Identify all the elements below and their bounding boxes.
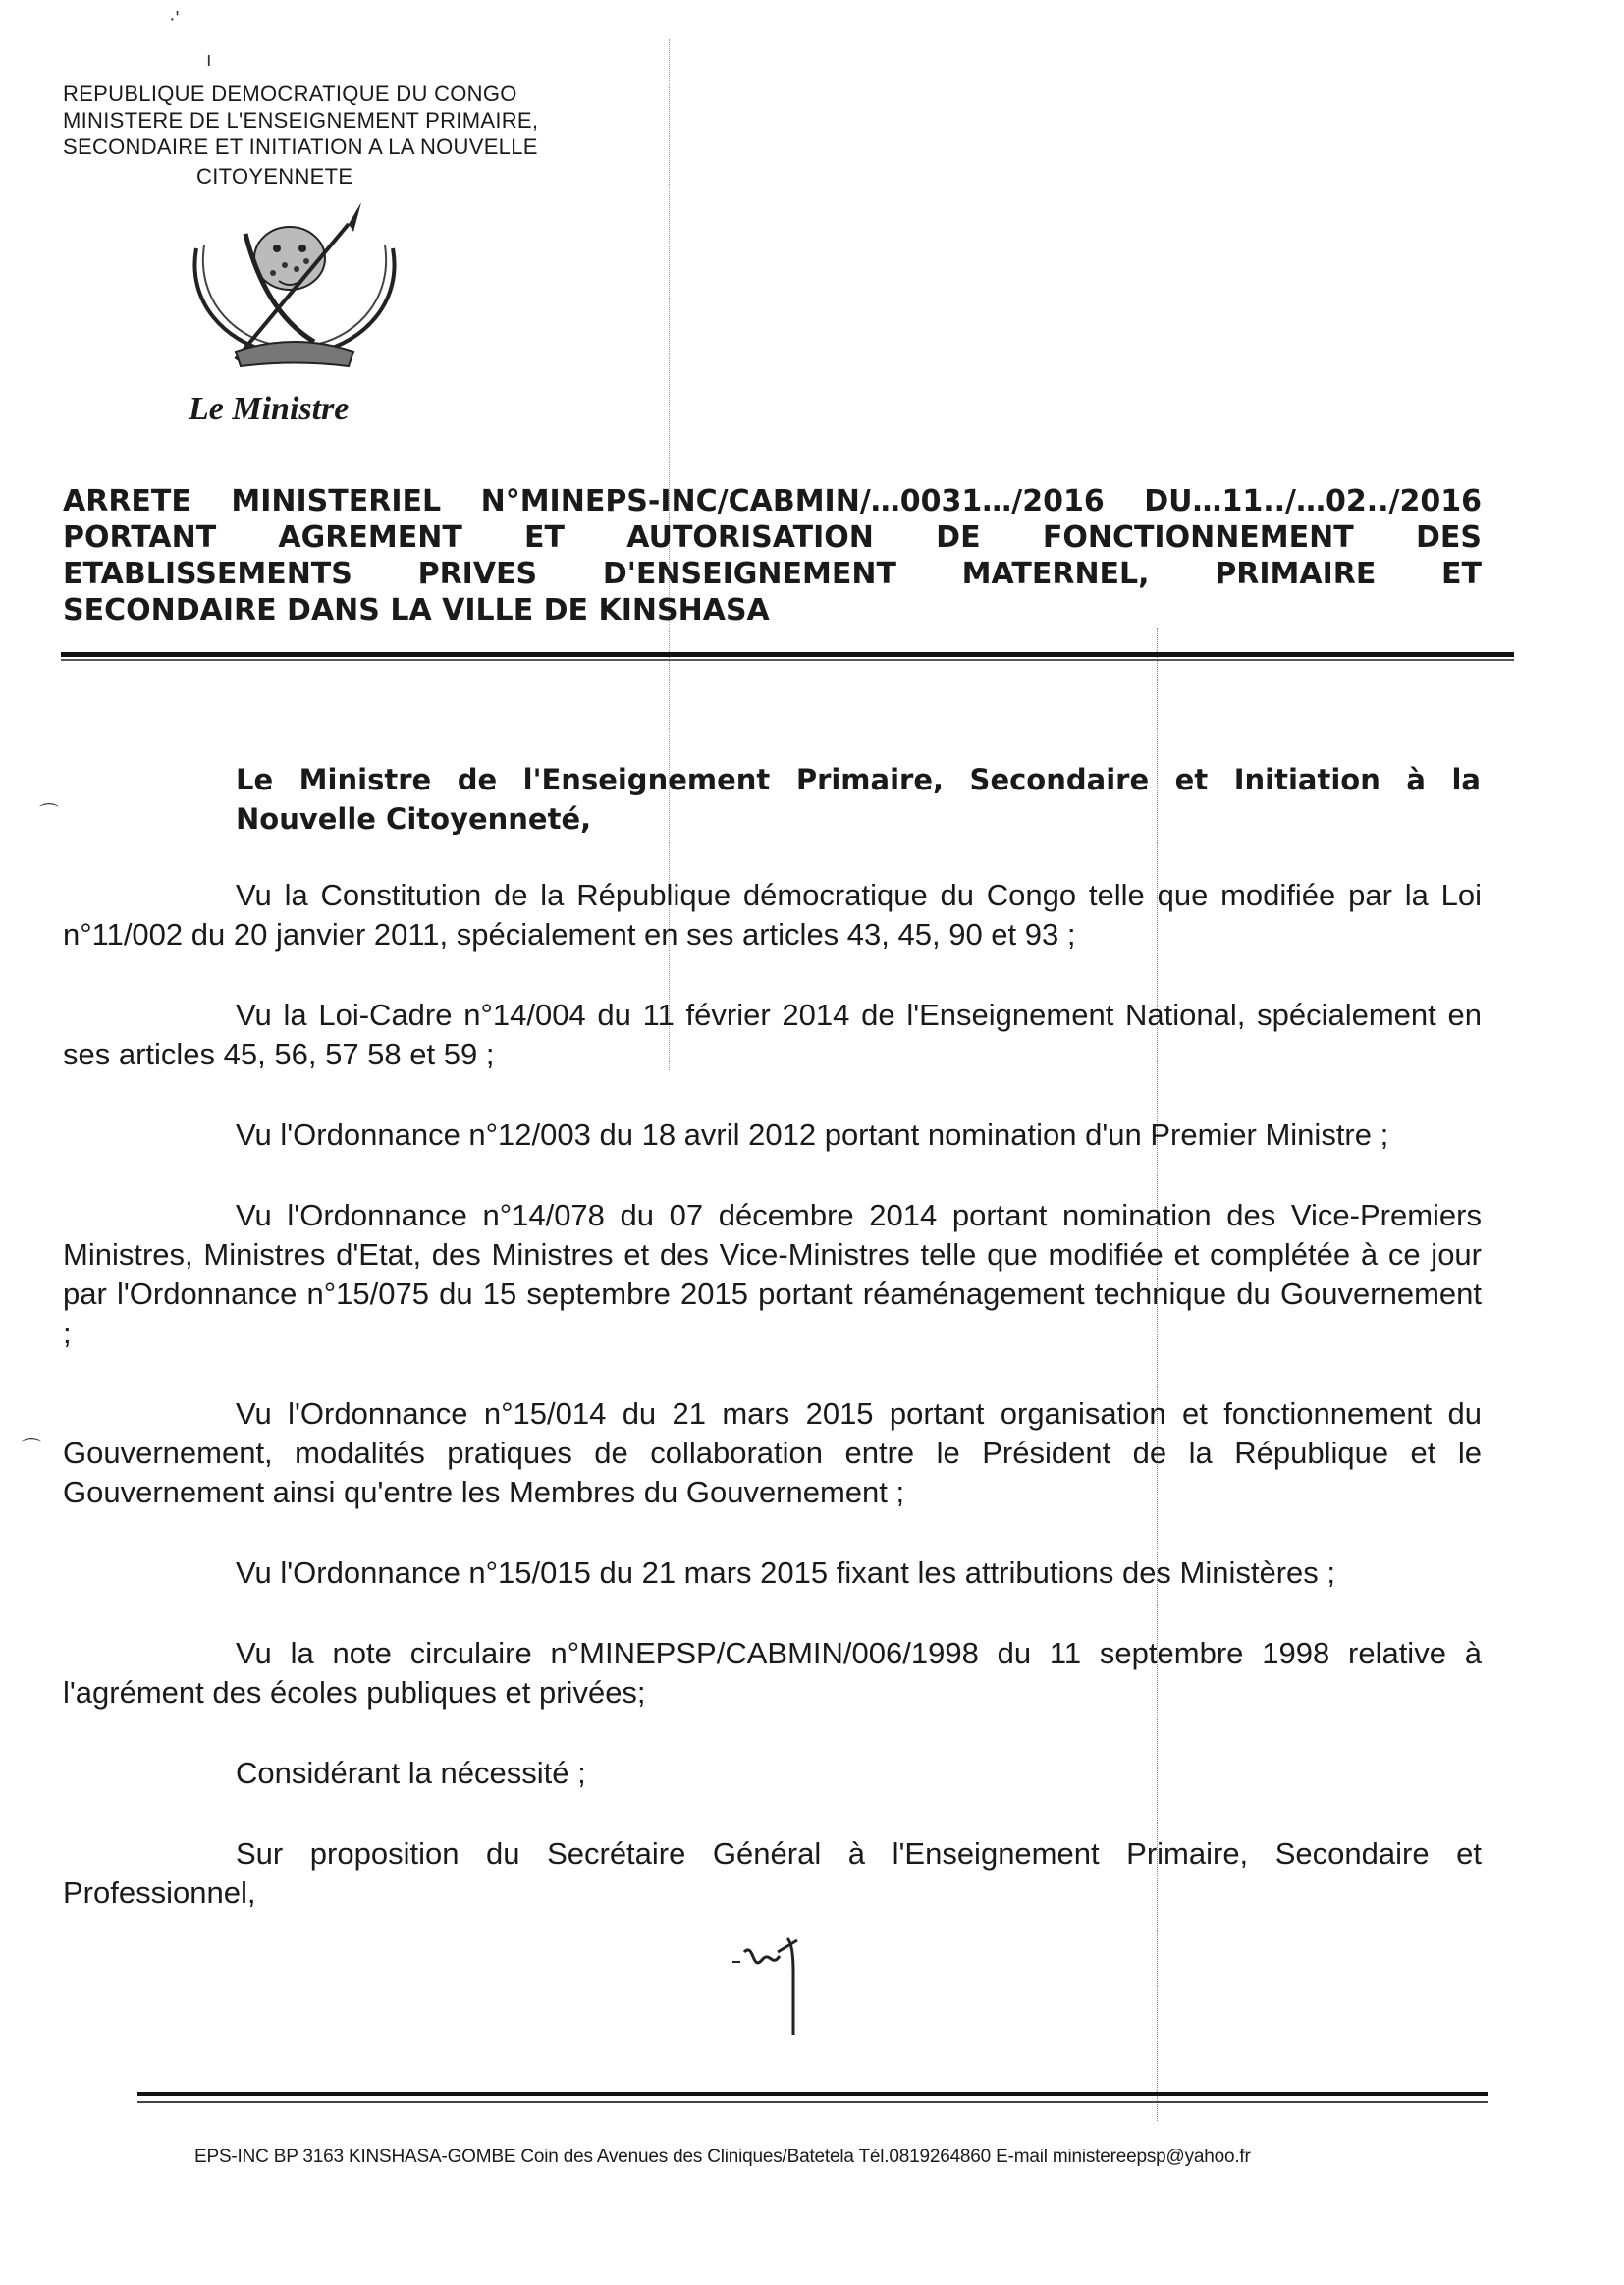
intro-minister: Le Ministre de l'Enseignement Primaire, Secondaire et Initiation à la Nouvelle Citoyenneté, — [236, 763, 1481, 836]
decree-title-line2: PORTANT AGREMENT ET AUTORISATION DE FONCTIONNEMENT DES — [63, 520, 1482, 555]
handwritten-initials — [727, 1932, 825, 2045]
scan-mark: ⌒ — [39, 803, 59, 825]
paragraph-proposition: Sur proposition du Secrétaire Général à l'Enseignement Primaire, Secondaire et Professionnel, — [63, 1836, 1482, 1910]
paragraph-constitution: Vu la Constitution de la République démocratique du Congo telle que modifiée par la Loi n°11/002 du 20 janvier 2011, spécialement en ses articles 43, 45, 90 et 93 ; — [63, 878, 1482, 952]
header-ministry-line3: CITOYENNETE — [196, 164, 353, 189]
paragraph-loi-cadre: Vu la Loi-Cadre n°14/004 du 11 février 2014 de l'Enseignement National, spécialement en ses articles 45, 56, 57 58 et 59 ; — [63, 998, 1482, 1071]
paragraph-ordonnance-15-015: Vu l'Ordonnance n°15/015 du 21 mars 2015 fixant les attributions des Ministères ; — [236, 1555, 1336, 1590]
header-country: REPUBLIQUE DEMOCRATIQUE DU CONGO — [63, 82, 517, 106]
body — [63, 876, 1482, 1913]
decree-title-line4: SECONDAIRE DANS LA VILLE DE KINSHASA — [63, 593, 770, 627]
footer-rule-thick — [137, 2092, 1488, 2096]
header-ministry-line1: MINISTERE DE L'ENSEIGNEMENT PRIMAIRE, — [63, 108, 539, 133]
title-underline — [61, 652, 1514, 657]
decree-title-line1: ARRETE MINISTERIEL N°MINEPS-INC/CABMIN/…0031…/2016 DU…11../…02../2016 — [63, 484, 1482, 518]
paragraph-ordonnance-14-078: Vu l'Ordonnance n°14/078 du 07 décembre 2014 portant nomination des Vice-Premiers Ministres, Ministres d'Etat, des Ministres et des Vice-Ministres telle que modifiée et complétée à ce jour par l'Ordonnance n°15/075 du 15 septembre 2015 portant réaménagement technique du Gouvernement ; — [63, 1198, 1482, 1350]
decree-title-line3: ETABLISSEMENTS PRIVES D'ENSEIGNEMENT MATERNEL, PRIMAIRE ET — [63, 557, 1482, 591]
scan-mark: ⌒ — [22, 1438, 41, 1459]
title-underline-thin — [61, 659, 1514, 661]
footer-address: EPS-INC BP 3163 KINSHASA-GOMBE Coin des Avenues des Cliniques/Batetela Tél.0819264860 E-mail ministereepsp@yahoo.fr — [194, 2147, 1251, 2167]
paragraph-note-circulaire: Vu la note circulaire n°MINEPSP/CABMIN/006/1998 du 11 septembre 1998 relative à l'agrément des écoles publiques et privées; — [63, 1636, 1482, 1710]
coat-of-arms-emblem — [177, 194, 412, 376]
minister-signature-title: Le Ministre — [189, 391, 350, 427]
decree-title — [63, 483, 1482, 628]
footer-rule-thin — [137, 2101, 1488, 2103]
paragraph-ordonnance-12-003: Vu l'Ordonnance n°12/003 du 18 avril 2012 portant nomination d'un Premier Ministre ; — [236, 1117, 1389, 1152]
scan-mark: ı — [206, 49, 212, 71]
scan-mark: ·' — [169, 8, 180, 29]
paragraph-considerant: Considérant la nécessité ; — [236, 1756, 586, 1790]
paragraph-ordonnance-15-014: Vu l'Ordonnance n°15/014 du 21 mars 2015 portant organisation et fonctionnement du Gouvernement, modalités pratiques de collaboration entre le Président de la République et le Gouvernement ainsi qu'entre les Membres du Gouvernement ; — [63, 1396, 1482, 1509]
header-ministry-line2: SECONDAIRE ET INITIATION A LA NOUVELLE — [63, 135, 538, 159]
